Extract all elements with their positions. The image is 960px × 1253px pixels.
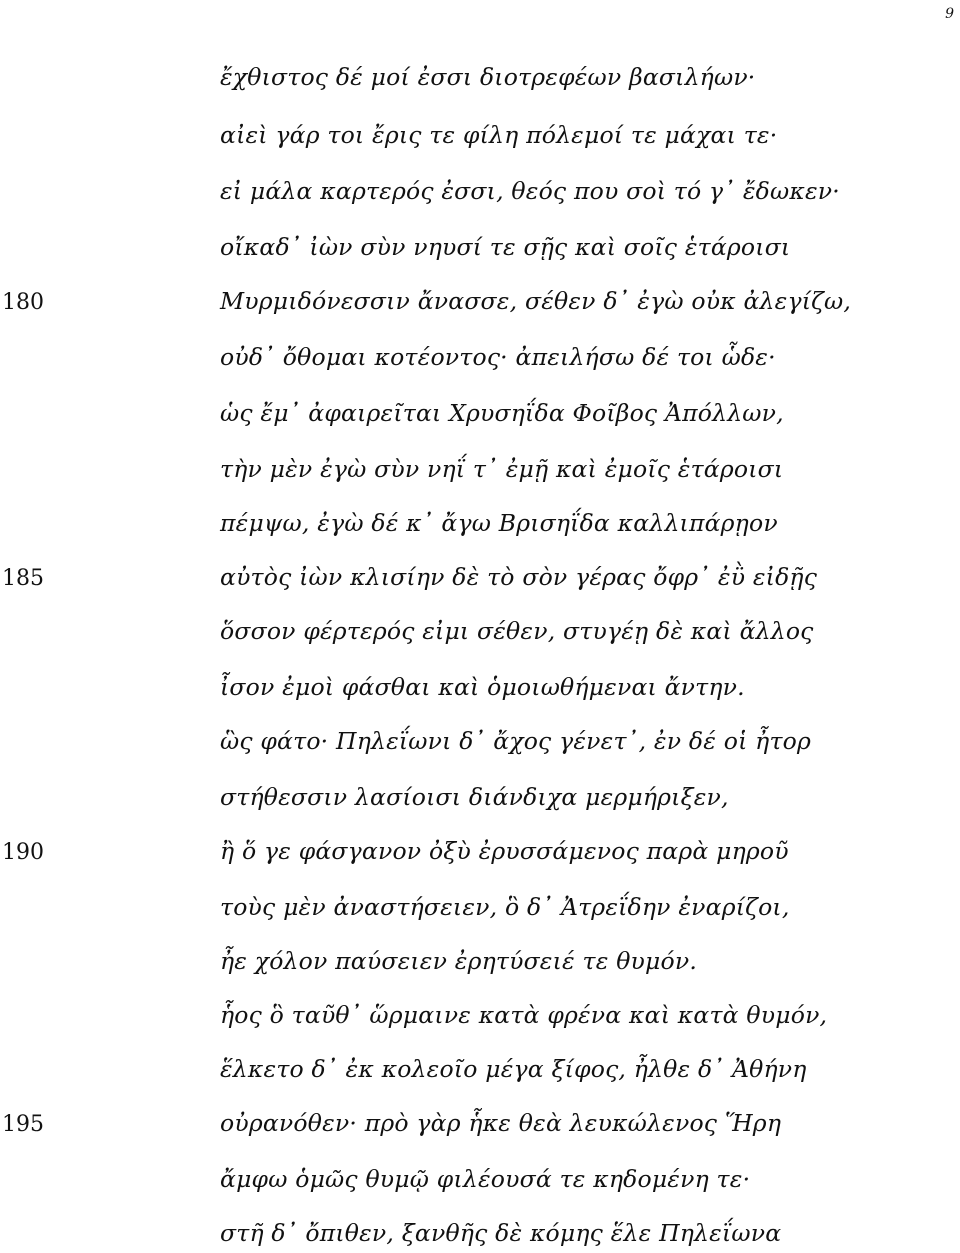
verse-line: στῆ δ᾽ ὄπιθεν, ξανθῆς δὲ κόμης ἕλε Πηλεΐωνα — [220, 1219, 782, 1247]
verse-line: ἄμφω ὁμῶς θυμῷ φιλέουσά τε κηδομένη τε· — [220, 1165, 751, 1193]
line-number: 190 — [2, 840, 44, 865]
verse-line: ἧος ὃ ταῦθ᾽ ὥρμαινε κατὰ φρένα καὶ κατὰ θυμόν, — [220, 1001, 828, 1029]
verse-line: στήθεσσιν λασίοισι διάνδιχα μερμήριξεν, — [220, 783, 729, 811]
verse-line: ὅσσον φέρτερός εἰμι σέθεν, στυγέῃ δὲ καὶ ἄλλος — [220, 617, 814, 645]
verse-line: πέμψω, ἐγὼ δέ κ᾽ ἄγω Βρισηΐδα καλλιπάρῃον — [220, 509, 778, 537]
verse-line: ὣς φάτο· Πηλεΐωνι δ᾽ ἄχος γένετ᾽, ἐν δέ οἱ ἦτορ — [220, 727, 812, 755]
verse-line: αἰεὶ γάρ τοι ἔρις τε φίλη πόλεμοί τε μάχαι τε· — [220, 121, 778, 149]
line-number: 180 — [2, 290, 44, 315]
verse-line: Μυρμιδόνεσσιν ἄνασσε, σέθεν δ᾽ ἐγὼ οὐκ ἀλεγίζω, — [220, 287, 852, 315]
verse-line: οἴκαδ᾽ ἰὼν σὺν νηυσί τε σῇς καὶ σοῖς ἑτάροισι — [220, 233, 791, 261]
verse-line: εἰ μάλα καρτερός ἐσσι, θεός που σοὶ τό γ᾽ ἔδωκεν· — [220, 177, 840, 205]
verse-line: ἔχθιστος δέ μοί ἐσσι διοτρεφέων βασιλήων· — [220, 63, 756, 91]
page-number: 9 — [945, 6, 954, 22]
line-number: 195 — [2, 1112, 44, 1137]
verse-line: ἢ ὅ γε φάσγανον ὀξὺ ἐρυσσάμενος παρὰ μηροῦ — [220, 837, 789, 865]
verse-line: ἶσον ἐμοὶ φάσθαι καὶ ὁμοιωθήμεναι ἄντην. — [220, 673, 745, 701]
verse-line: τοὺς μὲν ἀναστήσειεν, ὃ δ᾽ Ἀτρεΐδην ἐναρίζοι, — [220, 893, 790, 921]
line-number: 185 — [2, 566, 44, 591]
verse-line: αὐτὸς ἰὼν κλισίην δὲ τὸ σὸν γέρας ὄφρ᾽ ἐῢ εἰδῇς — [220, 563, 818, 591]
verse-line: ἦε χόλον παύσειεν ἐρητύσειέ τε θυμόν. — [220, 947, 698, 975]
verse-line: οὐδ᾽ ὄθομαι κοτέοντος· ἀπειλήσω δέ τοι ὧδε· — [220, 343, 776, 371]
verse-line: ἕλκετο δ᾽ ἐκ κολεοῖο μέγα ξίφος, ἦλθε δ᾽ Ἀθήνη — [220, 1055, 807, 1083]
verse-line: ὡς ἔμ᾽ ἀφαιρεῖται Χρυσηΐδα Φοῖβος Ἀπόλλων, — [220, 399, 784, 427]
verse-line: οὐρανόθεν· πρὸ γὰρ ἧκε θεὰ λευκώλενος Ἥρη — [220, 1109, 782, 1137]
verse-line: τὴν μὲν ἐγὼ σὺν νηΐ τ᾽ ἐμῇ καὶ ἐμοῖς ἑτάροισι — [220, 455, 784, 483]
